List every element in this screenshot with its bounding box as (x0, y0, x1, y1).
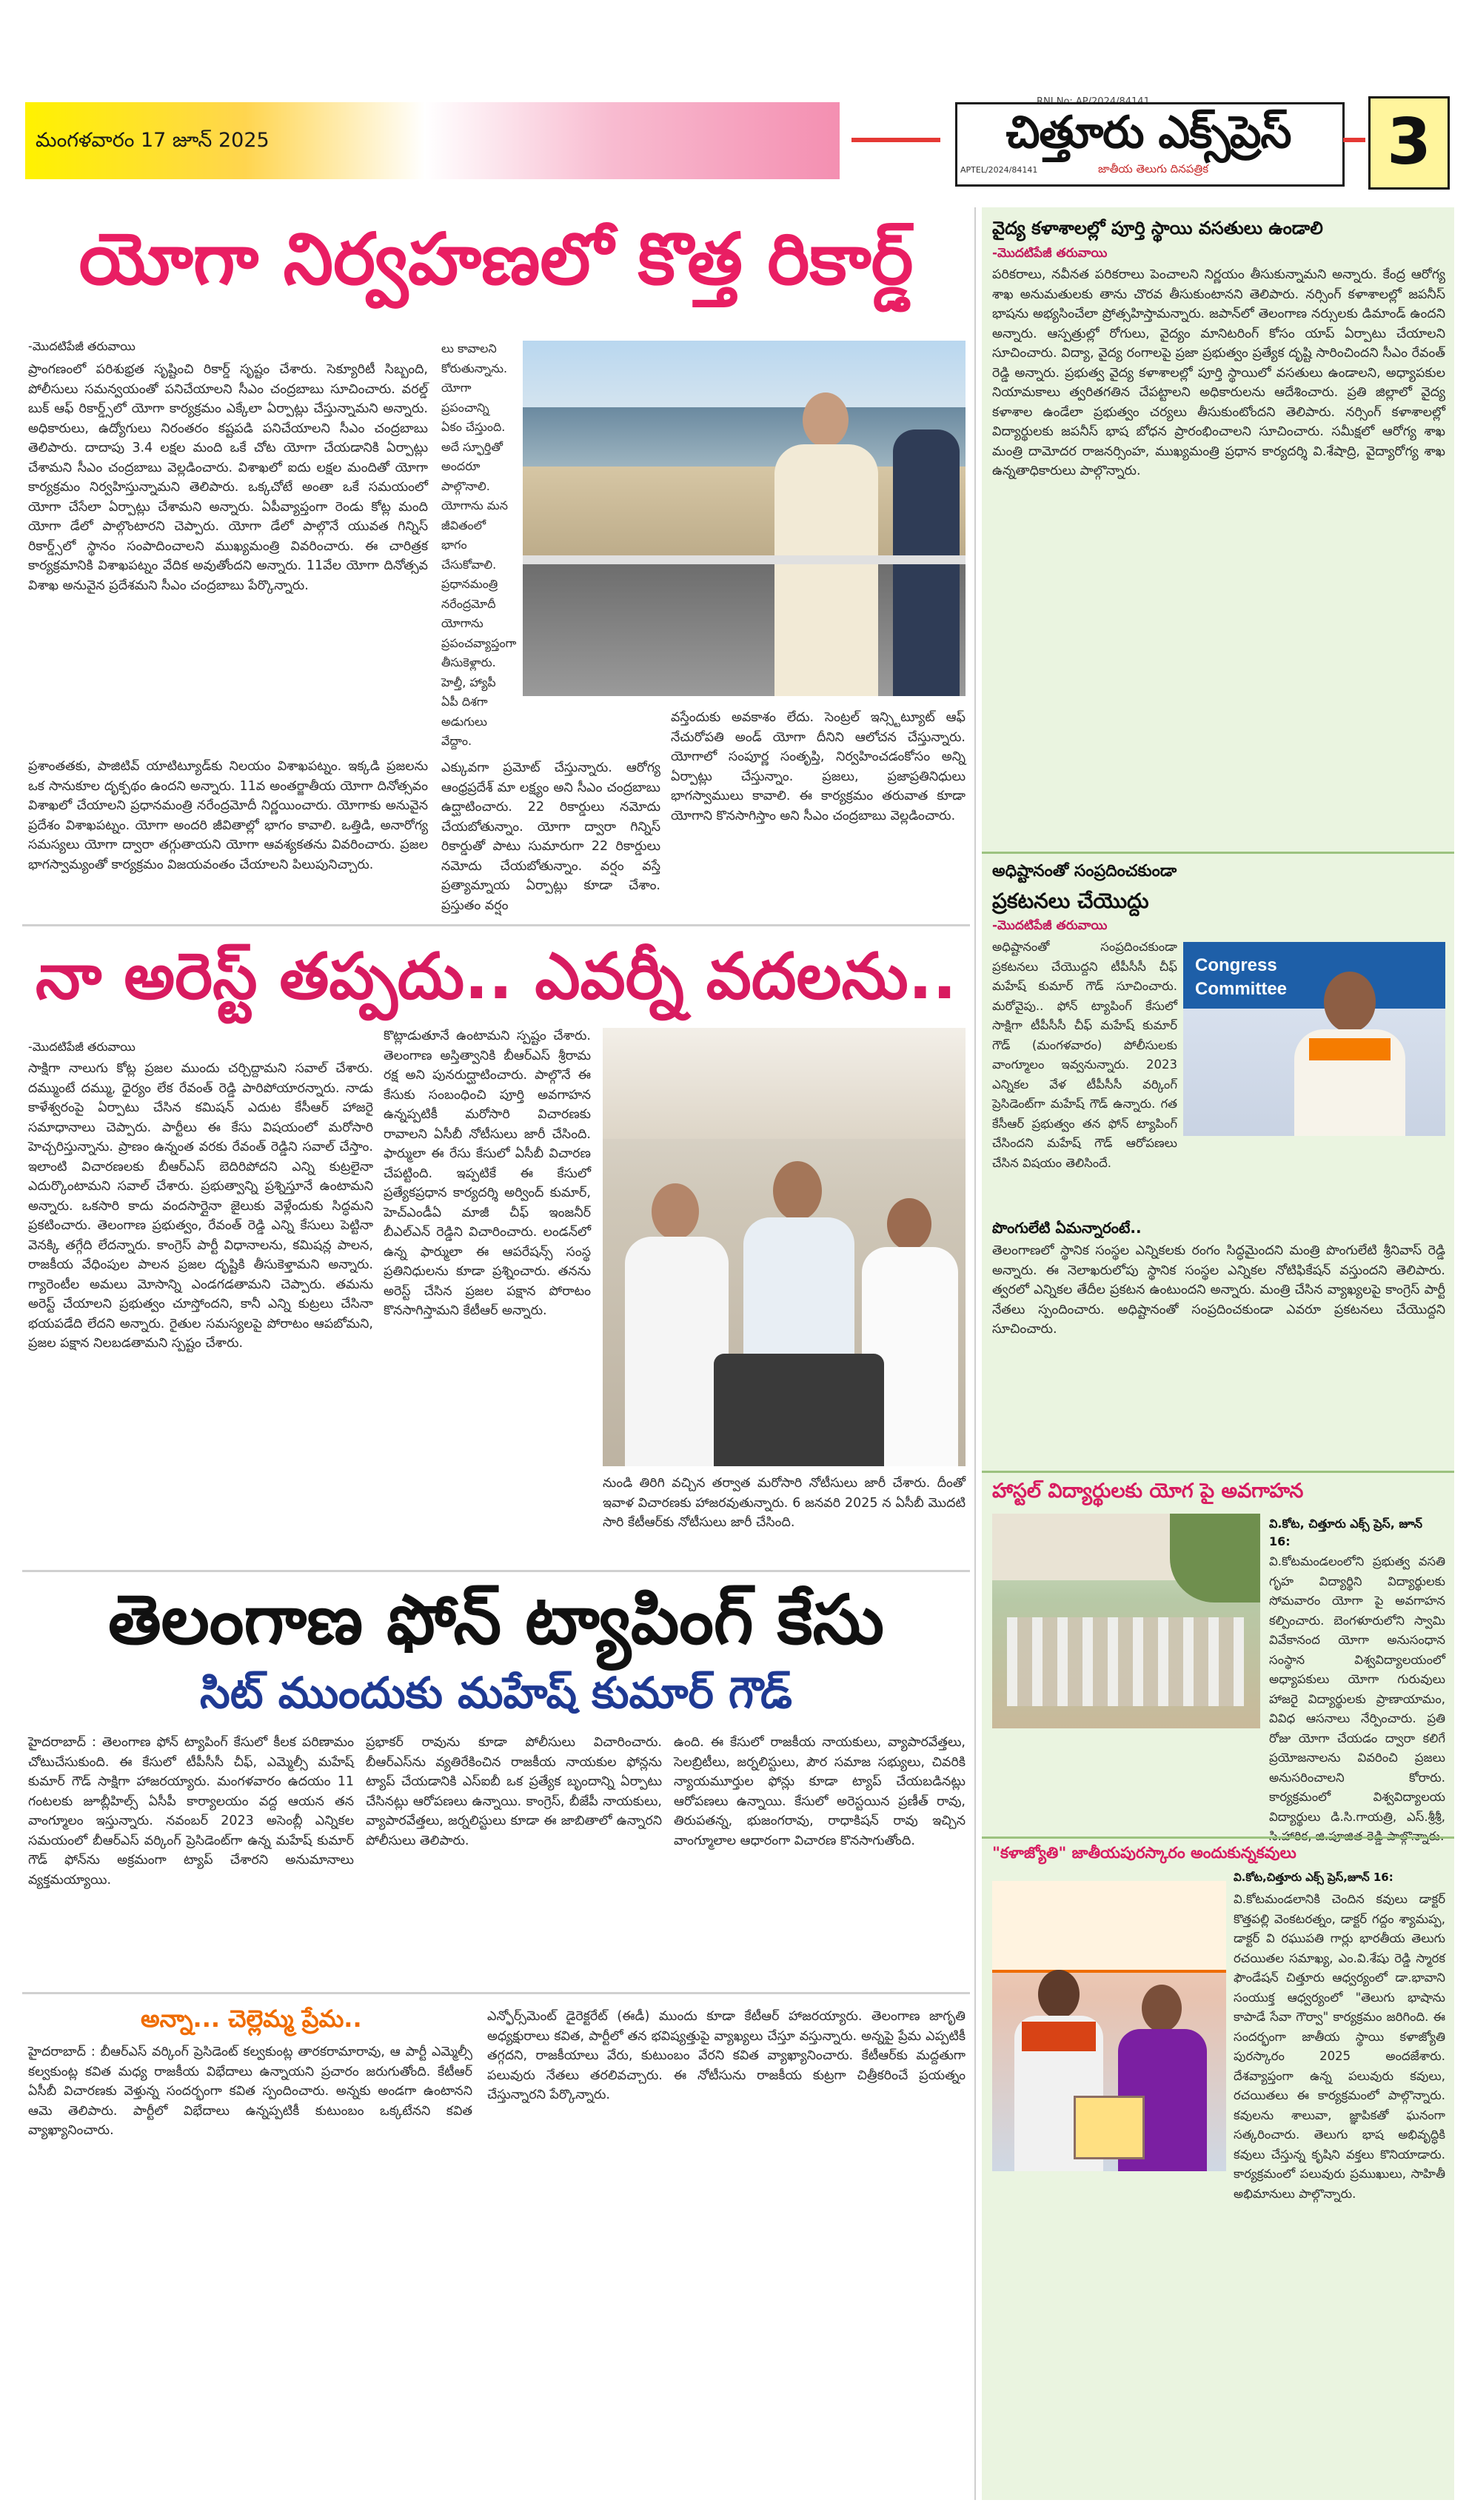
byline-arrest: -మొదటిపేజీ తరువాయి (28, 1040, 135, 1054)
article-arrest (22, 930, 970, 1567)
headline-arrest: నా అరెస్ట్ తప్పదు.. ఎవర్నీ వదలను.. (36, 940, 957, 1014)
sidebar-rule-3 (982, 1836, 1454, 1839)
arrest-col1: సాక్షిగా నాలుగు కోట్ల ప్రజల ముందు చర్చిద్దామని సవాల్ చేశారు. దమ్ముంటే దమ్ము, ధైర్యం లేక రేవంత్ రెడ్డి పారిపోయారన్నారు. నాడు కాళేశ్వరంపై ఏర్పాటు చేసిన కమిషన్ ఎదుట కేసీఆర్ హాజరై సమాధానాలు చెప్పారు. పార్టీలు ఈ కేసు విషయంలో మరోసారి హెచ్చరిస్తున్నాను. ప్రాణం ఉన్నంత వరకు రేవంత్ రెడ్డిని సవాల్ చేస్తాం. ఇలాంటి విచారణలకు బీఆర్ఎస్ బెదిరిపోదని ఎన్ని కుట్రలైనా ఎదుర్కొంటామని సవాల్ చేశారు. ప్రభుత్వాన్ని ప్రశ్నిస్తూనే ఉంటామని అన్నారు. ఒకసారి కాదు వందసార్లైనా జైలుకు వెళ్లేందుకు సిద్ధమని ప్రకటించారు. తెలంగాణ ప్రభుత్వం, రేవంత్ రెడ్డి ఎన్ని కేసులు పెట్టినా వెనక్కి తగ్గేది లేదన్నారు. కాంగ్రెస్ పార్టీ విధానాలను, కమిషన్ల పాలన, రాజకీయ వేధింపుల పాలన ప్రజల దృష్టికి తీసుకెళ్తామని అన్నారు. గ్యారెంటీల అమలు మోసాన్ని ఎండగడతామని చెప్పారు. తమను అరెస్ట్ చేయాలని ప్రభుత్వం చూస్తోందని, కానీ ఎన్ని కుట్రలు చేసినా భయపడేది లేదని అన్నారు. రైతుల సమస్యలపై పోరాటం ఆపబోమని, ప్రజల పక్షాన నిలబడతామని స్పష్టం చేశారు. (28, 1061, 373, 1351)
sidebar-kalajyothi-text: వి.కోటమండలానికి చెందిన కవులు డాక్టర్ కొత్తపల్లి వెంకటరత్నం, డాక్టర్ గద్దం శ్యామప్ప, డాక్టర్ వి రఘుపతి గార్లు భారతీయ తెలుగు రచయితల సమాఖ్య, ఎం.వి.శేషు రెడ్డి స్మారక ఫౌండేషన్ చిత్తూరు ఆధ్వర్యంలో డా.భావాని సంయుక్త ఆధ్వర్యంలో "తెలుగు భాషాను కాపాడే సేవా గౌర్వా" కార్యక్రమం జరిగింది. ఈ సందర్భంగా జాతీయ స్థాయి కళాజ్యోతి పురస్కారం 2025 అందజేశారు. దేశవ్యాప్తంగా ఉన్న పలువురు కవులు, రచయితలు ఈ కార్యక్రమంలో పాల్గొన్నారు. కవులను శాలువా, జ్ఞాపికతో ఘనంగా సత్కరించారు. తెలుగు భాష అభివృద్ధికి కవులు చేస్తున్న కృషిని వక్తలు కొనియాడారు. కార్యక్రమంలో పలువురు ప్రముఖులు, సాహితీ అభిమానులు పాల్గొన్నారు. (1234, 1892, 1445, 2201)
masthead (0, 0, 1469, 193)
sidebar-medical-headline: వైద్య కళాశాలల్లో పూర్తి స్థాయి వసతులు ఉండాలి (992, 218, 1323, 238)
sibling-col2: ఎన్ఫోర్స్‌మెంట్ డైరెక్టరేట్ (ఈడీ) ముందు కూడా కేటీఆర్ హాజరయ్యారు. తెలంగాణ జాగృతి అధ్యక్షురాలు కవిత, పార్టీలో తన భవిష్యత్తుపై వ్యాఖ్యలు చేస్తూ వస్తున్నారు. అన్నపై ప్రేమ ఎప్పటికీ తగ్గదని, రాజకీయాలు వేరు, కుటుంబం వేరని కవిత వ్యాఖ్యానించారు. కేటీఆర్‌కు మద్దతుగా పలువురు నేతలు తరలివచ్చారు. ఈ నోటీసును రాజకీయ కుట్రగా చిత్రీకరించే ప్రయత్నం చేస్తున్నారని పేర్కొన్నారు. (487, 2009, 966, 2102)
arrest-col2: కొట్లాడుతూనే ఉంటామని స్పష్టం చేశారు. తెలంగాణ అస్తిత్వానికి బీఆర్ఎస్ శ్రీరామ రక్ష అని పునరుద్ఘాటించారు. పాల్గొనే ఈ కేసుకు సంబంధించి పూర్తి అవగాహన ఉన్నప్పటికీ మరోసారి విచారణకు రావాలని ఏసీబీ నోటీసులు జారీ చేసింది. ఫార్ములా ఈ రేసు కేసులో ఏసీబీ విచారణ చేపట్టింది. ఇప్పటికే ఈ కేసులో ప్రత్యేకప్రధాన కార్యదర్శి అర్వింద్ కుమార్, హెచ్ఎండీఏ మాజీ చీఫ్ ఇంజనీర్ బీఎల్ఎన్ రెడ్డిని విచారించారు. లండన్‌లో ఉన్న ఫార్ములా ఈ ఆపరేషన్స్ సంస్థ ప్రతినిధులను కూడా ప్రశ్నించారు. తనను అరెస్ట్ చేసిన ప్రజల పక్షాన పోరాటం కొనసాగిస్తామని కేటీఆర్ అన్నారు. (384, 1029, 591, 1318)
yoga-col1b: ప్రశాంతతకు, పాజిటివ్ యాటిట్యూడ్‌కు నిలయం విశాఖపట్నం. ఇక్కడి ప్రజలను ఒక సానుకూల దృక్పథం ఉందని అన్నారు. 11వ అంతర్జాతీయ యోగా దినోత్సవం విశాఖలో చేయాలని ప్రధానమంత్రి నరేంద్రమోదీ నిర్ణయించారు. యోగాకు అనువైన ప్రదేశం విశాఖపట్నం. యోగా అందరి జీవితాల్లో భాగం కావాలి. ఒత్తిడి, అనారోగ్య సమస్యలు యోగా ద్వారా తగ్గుతాయని యోగా ఆవశ్యకతను వివరించారు. ప్రజల భాగస్వామ్యంతో కార్యక్రమం విజయవంతం చేయాలని పిలుపునిచ్చారు. (28, 759, 428, 872)
yoga-col3: వస్తేందుకు అవకాశం లేదు. సెంట్రల్ ఇన్స్టిట్యూట్ ఆఫ్ నేచురోపతి అండ్ యోగా దీనిని ఆలోచన చేస్తున్నారు. యోగాలో సంపూర్ణ సంతృప్తి, నిర్వహించడంకోసం అన్ని ఏర్పాట్లు చేస్తున్నాం. ప్రజలు, ప్రజాప్రతినిధులు భాగస్వాములు కావాలి. ఈ కార్యక్రమం తరువాత కూడా యోగాని కొనసాగిస్తాం అని సీఎం చంద్రబాబు వెల్లడించారు. (671, 710, 966, 823)
sidebar-announce-kicker: అధిష్టానంతో సంప్రదించకుండా (992, 862, 1177, 880)
photo-microphones (714, 1354, 884, 1466)
masthead-date: మంగళవారం 17 జూన్ 2025 (36, 129, 270, 152)
photo-wall (603, 1028, 966, 1139)
sidebar-hostel-photo (992, 1514, 1260, 1728)
photo-hostel-students (1007, 1617, 1244, 1706)
page-number: 3 (1387, 105, 1431, 179)
sidebar-kalajyothi-headline: "కళాజ్యోతి" జాతీయపురస్కారం అందుకున్నకవులు (992, 1844, 1296, 1862)
photo-person-1 (625, 1183, 729, 1466)
byline-yoga: -మొదటిపేజీ తరువాయి (28, 339, 135, 353)
yoga-col1: ప్రాంగణంలో పరిశుభ్రత సృష్టించి రికార్డ్ సృష్టం చేశారు. సెక్యూరిటీ సిబ్బంది, పోలీసులు సమన్వయంతో పనిచేయాలని సీఎం చంద్రబాబు సూచించారు. వరల్డ్ బుక్ ఆఫ్ రికార్డ్స్‌లో యోగా కార్యక్రమం ఎక్కేలా ఏర్పాట్లు చేస్తున్నామని అన్నారు. అధికారులు, ఉద్యోగులు నిరంతరం కష్టపడి పనిచేయాలని సీఎం చంద్రబాబు తెలిపారు. దాదాపు 3.4 లక్షల మంది ఒకే చోట యోగా చేయడానికి ఏర్పాట్లు చేశామని సీఎం చంద్రబాబు వెల్లడించారు. విశాఖలో ఐదు లక్షల మందితో యోగా కార్యక్రమం నిర్వహిస్తున్నామని తెలిపారు. ఒక్కచోటే అంతా ఒకే సమయంలో యోగా చేసేలా ఏర్పాట్లు చేశామని అన్నారు. ఏపీవ్యాప్తంగా రెండు కోట్ల మంది యోగా డేలో పాల్గొంటారని చెప్పారు. యోగా డేలో పాల్గొనే యువత గిన్నిస్ రికార్డ్స్‌లో స్థానం సంపాదించాలని ముఖ్యమంత్రి వివరించారు. ఈ చారిత్రక కార్యక్రమానికి విశాఖపట్నం వేదిక అవుతోందని అన్నారు. 11వేల యోగా దినోత్సవ విశాఖ అనువైన ప్రదేశమని సీఎం చంద్రబాబు పేర్కొన్నారు. (28, 362, 428, 593)
masthead-red-line-right (1343, 138, 1365, 142)
sidebar-announce-headline: ప్రకటనలు చేయొద్దు (992, 889, 1149, 913)
sidebar-medical-text: పరికరాలు, నవీనత పరికరాలు పెంచాలని నిర్ణయం తీసుకున్నామని అన్నారు. కేంద్ర ఆరోగ్య శాఖ అనుమతులకు తాను చొరవ తీసుకుంటానని తెలిపారు. నర్సింగ్ కళాశాలల్లో జపనీస్ భాషను అభ్యసించేలా ప్రోత్సహిస్తామన్నారు. జపాన్‌లో తెలంగాణ నర్సులకు డిమాండ్ ఉందని అన్నారు. ఆస్పత్రుల్లో రోగులు, వైద్యం మానిటరింగ్ కోసం యాప్ ఏర్పాటు చేయాలని సూచించారు. విద్యా, వైద్య రంగాలపై ప్రజా ప్రభుత్వం ప్రత్యేక దృష్టి సారించిందని సీఎం రేవంత్ రెడ్డి అన్నారు. ప్రభుత్వ వైద్య కళాశాలల్లో పూర్తి స్థాయిలో వసతులు ఉండాలని, అధ్యాపకుల నియామకాలు త్వరితగతిన చేపట్టాలని అధికారులను ఆదేశించారు. ప్రతి జిల్లాలో వైద్య కళాశాల ఉండేలా ప్రభుత్వం చర్యలు తీసుకుంటోందని తెలిపారు. నర్సింగ్ కళాశాలల్లో విద్యార్థులకు జపనీస్ భాష బోధన ప్రారంభించాలని సూచించారు. సమీక్షలో ఆరోగ్య శాఖ మంత్రి దామోదర రాజనర్సింహ, ముఖ్యమంత్రి ప్రధాన కార్యదర్శి వి.శేషాద్రి, వైద్యారోగ్య శాఖ ఉన్నతాధికారులు పాల్గొన్నారు. (992, 267, 1445, 478)
photo-award-certificate (1074, 2096, 1145, 2159)
yoga-photo (523, 341, 966, 696)
headline-yoga: యోగా నిర్వహణలో కొత్త రికార్డ్ (78, 218, 914, 301)
phone-col3: ఉంది. ఈ కేసులో రాజకీయ నాయకులు, వ్యాపారవేత్తలు, సెలబ్రిటీలు, జర్నలిస్టులు, పౌర సమాజ సభ్యులు, చివరికి న్యాయమూర్తుల ఫోన్లు కూడా ట్యాప్ చేయబడినట్లు ఆరోపణలు ఉన్నాయి. కేసులో అరెస్టయిన ప్రణీత్ రావు, తిరుపతన్న, భుజంగరావు, రాధాకిషన్ రావు ఇచ్చిన వాంగ్మూలాల ఆధారంగా విచారణ కొనసాగుతోంది. (674, 1735, 966, 1848)
sidebar-announce-photo (1183, 942, 1445, 1136)
arrest-col3: నుండి తిరిగి వచ్చిన తర్వాత మరోసారి నోటీసులు జారీ చేశారు. దీంతో ఇవాళ విచారణకు హాజరవుతున్నారు. 6 జనవరి 2025 న ఏసీబీ మొదటి సారి కేటీఆర్‌కు నోటీసులు జారీ చేసింది. (603, 1476, 966, 1530)
sidebar-rule-1 (982, 852, 1454, 854)
column-separator (974, 207, 976, 2500)
sidebar-hostel-text: వి.కోటమండలంలోని ప్రభుత్వ వసతి గృహ విద్యార్థిని విద్యార్థులకు సోమవారం యోగా పై అవగాహన కల్పించారు. బెంగళూరులోని స్వామి వివేకానంద యోగా అనుసంధాన సంస్థాన విశ్వవిద్యాలయంలో అధ్యాపకులు యోగా గురువులు హాజరై విద్యార్థులకు ప్రాణాయామం, వివిధ ఆసనాలు నేర్పించారు. ప్రతి రోజు యోగా చేయడం ద్వారా కలిగే ప్రయోజనాలను వివరించి ప్రజలు అనుసరించాలని కోరారు. కార్యక్రమంలో విశ్వవిద్యాలయ విద్యార్థులు డి.సి.గాయత్రి, ఎస్.శ్రీశ్రీ, (1269, 1554, 1445, 1824)
photo-railing (523, 555, 966, 564)
headline-sibling: అన్నా... చెల్లెమ్మ ప్రేమ.. (141, 2005, 362, 2033)
yoga-col2b: ఎక్కువగా ప్రమోట్ చేస్తున్నారు. ఆరోగ్య ఆంధ్రప్రదేశ్ మా లక్ష్యం అని సీఎం చంద్రబాబు ఉద్ఘాటించారు. 22 రికార్డులు నమోదు చేయబోతున్నాం. యోగా ద్వారా గిన్నిస్ రికార్డుతో పాటు సుమారుగా 22 రికార్డులు నమోదు చేయబోతున్నాం. వర్షం వస్తే ప్రత్యామ్నాయ ఏర్పాట్లు కూడా చేశాం. ప్రస్తుతం వర్షం (441, 761, 660, 913)
divider-1 (22, 924, 970, 926)
sidebar-announce-byline: -మొదటిపేజీ తరువాయి (992, 918, 1108, 933)
article-yoga (22, 207, 970, 918)
congress-banner: Congress Committee (1183, 942, 1445, 1009)
sidebar-hostel-dateline: వి.కోట, చిత్తూరు ఎక్స్ ప్రెస్, జూన్ 16: (1269, 1517, 1423, 1548)
photo-hostel-trees (1170, 1514, 1260, 1602)
photo-person-cm (760, 392, 893, 696)
photo-award-banner (992, 1881, 1226, 1973)
arrest-photo (603, 1028, 966, 1466)
sidebar-ponguleti-subhead: పొంగులేటి ఏమన్నారంటే.. (992, 1219, 1142, 1237)
article-sibling (22, 1996, 970, 2500)
sidebar-hostel-headline: హాస్టల్ విద్యార్థులకు యోగ పై అవగాహన (992, 1480, 1304, 1503)
article-phone-tapping (22, 1574, 970, 1989)
yoga-col2: లు కావాలని కోరుతున్నాను. యోగా ప్రపంచాన్ని ఏకం చేస్తుంది. అదే స్ఫూర్తితో అందరూ పాల్గొనాలి. యోగాను మన జీవితంలో భాగం చేసుకోవాలి. ప్రధానమంత్రి నరేంద్రమోదీ యోగాను ప్రపంచవ్యాప్తంగా తీసుకెళ్లారు. హెల్తీ, హ్యాపీ ఏపీ దిశగా అడుగులు వేద్దాం. (441, 341, 517, 748)
paper-name-logo: చిత్తూరు ఎక్స్‌ప్రెస్ (1005, 107, 1291, 158)
photo-speaker (1294, 972, 1405, 1136)
sidebar-award-photo (992, 1881, 1226, 2171)
masthead-red-line-left (851, 138, 940, 142)
reg-left: APTEL/2024/84141 (960, 165, 1038, 175)
page-number-box (1368, 96, 1450, 190)
sidebar-medical-byline: -మొదటిపేజీ తరువాయి (992, 246, 1108, 261)
subheadline-phone-tapping: సిట్ ముందుకు మహేష్ కుమార్ గౌడ్ (200, 1668, 792, 1718)
sidebar-ponguleti-text: తెలంగాణలో స్థానిక సంస్థల ఎన్నికలకు రంగం సిద్ధమైందని మంత్రి పొంగులేటి శ్రీనివాస్ రెడ్డి అన్నారు. ఈ నెలాఖరులోపు స్థానిక సంస్థల ఎన్నికల నోటిఫికేషన్ వస్తుందని తెలిపారు. త్వరలో ఎన్నికల తేదీల ప్రకటన ఉంటుందని అన్నారు. మంత్రి చేసిన వ్యాఖ్యలపై కాంగ్రెస్ పార్టీ నేతలు స్పందించారు. అధిష్టానంతో సంప్రదించకుండా ఎవరూ ప్రకటనలు చేయొద్దని సూచించారు. (992, 1243, 1445, 1337)
phone-col2: ప్రభాకర్ రావును కూడా పోలీసులు విచారించారు. బీఆర్ఎస్‌ను వ్యతిరేకించిన రాజకీయ నాయకుల ఫోన్లను ట్యాప్ చేయడానికి ఎస్ఐబీ ఒక ప్రత్యేక బృందాన్ని ఏర్పాటు చేసినట్లు ఆరోపణలు ఉన్నాయి. కాంగ్రెస్, బీజేపీ నాయకులు, వ్యాపారవేత్తలు, జర్నలిస్టులు కూడా ఈ జాబితాలో ఉన్నారని పోలీసులు తెలిపారు. (366, 1735, 662, 1848)
sidebar (982, 207, 1454, 2500)
sibling-col1: హైదరాబాద్ : బీఆర్ఎస్ వర్కింగ్ ప్రెసిడెంట్ కల్వకుంట్ల తారకరామారావు, ఆ పార్టీ ఎమ్మెల్సీ కల్వకుంట్ల కవిత మధ్య రాజకీయ విభేదాలు ఉన్నాయని ప్రచారం జరుగుతోంది. కేటీఆర్ ఏసీబీ విచారణకు వెళ్తున్న సందర్భంగా కవిత స్పందించారు. అన్నకు అండగా ఉంటానని ఆమె తెలిపారు. పార్టీలో విభేదాలు ఉన్నప్పటికీ కుటుంబం ఒక్కటేనని కవిత వ్యాఖ్యానించారు. (28, 2045, 472, 2138)
phone-col1: హైదరాబాద్ : తెలంగాణ ఫోన్ ట్యాపింగ్ కేసులో కీలక పరిణామం చోటుచేసుకుంది. ఈ కేసులో టీపీసీసీ చీఫ్, ఎమ్మెల్సీ మహేష్ కుమార్ గౌడ్ సాక్షిగా హాజరయ్యారు. మంగళవారం ఉదయం 11 గంటలకు జూబ్లీహిల్స్ ఏసీపీ కార్యాలయం వద్ద ఆయన తన వాంగ్మూలం ఇస్తున్నారు. నవంబర్ 2023 అసెంబ్లీ ఎన్నికల సమయంలో బీఆర్ఎస్ వర్కింగ్ ప్రెసిడెంట్‌గా ఉన్న మహేష్ కుమార్ గౌడ్ ఫోన్‌ను అక్రమంగా ట్యాప్ చేశారని అనుమానాలు వ్యక్తమయ్యాయి. (28, 1735, 354, 1888)
divider-3 (22, 1992, 970, 1994)
sidebar-rule-2 (982, 1471, 1454, 1473)
sidebar-announce-text: అధిష్టానంతో సంప్రదించకుండా ప్రకటనలు చేయొద్దని టీపీసీసీ చీఫ్ మహేష్ కుమార్ గౌడ్ సూచించారు. మరోవైపు.. ఫోన్ ట్యాపింగ్ కేసులో సాక్షిగా టీపీసీసీ చీఫ్ మహేష్ కుమార్ గౌడ్ (మంగళవారం) పోలీసులకు వాంగ్మూలం ఇవ్వనున్నారు. 2023 ఎన్నికల వేళ టీపీసీసీ వర్కింగ్ ప్రెసిడెంట్‌గా మహేష్ గౌడ్ ఉన్నారు. గత కేసీఆర్ ప్రభుత్వం తన ఫోన్ ట్యాపింగ్ చేసిందని మహేష్ గౌడ్ ఆరోపణలు చేసిన విషయం తెలిసిందే. (992, 940, 1177, 1170)
sidebar-kalajyothi-dateline: వి.కోట,చిత్తూరు ఎక్స్ ప్రెస్,జూన్ 16: (1234, 1871, 1393, 1884)
divider-2 (22, 1570, 970, 1572)
logo-tagline: జాతీయ తెలుగు దినపత్రిక (1098, 162, 1209, 176)
headline-phone-tapping: తెలంగాణ ఫోన్ ట్యాపింగ్ కేసు (107, 1580, 884, 1660)
masthead-pink-band (425, 102, 840, 179)
logo-box (955, 102, 1345, 187)
